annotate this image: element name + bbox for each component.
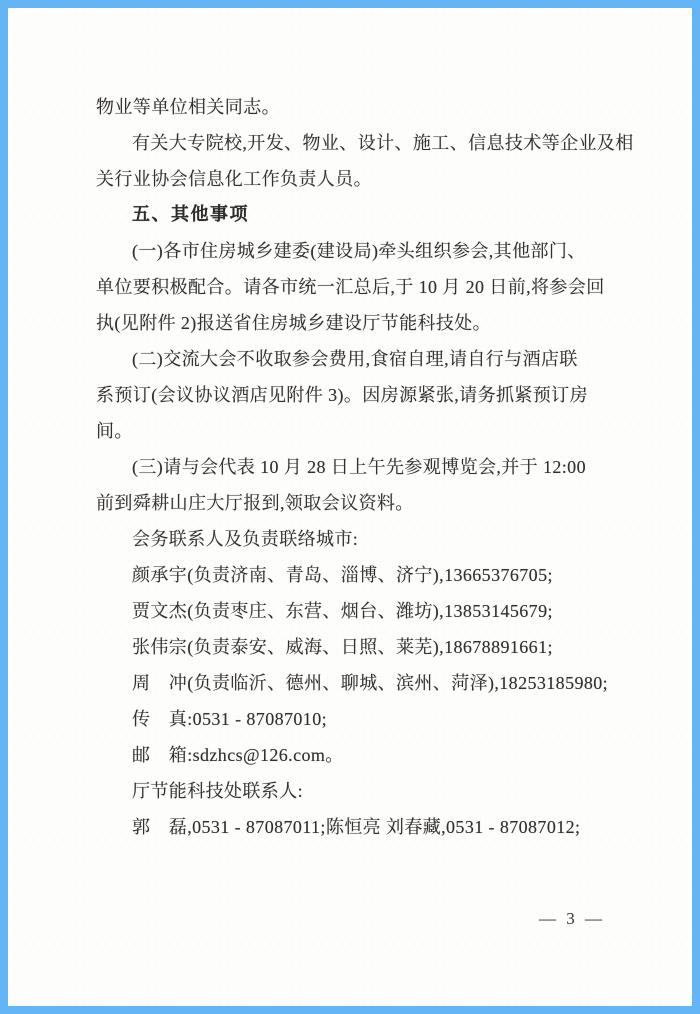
text-line: 有关大专院校,开发、物业、设计、施工、信息技术等企业及相 — [132, 133, 634, 153]
contact-line: 张伟宗(负责泰安、威海、日照、莱芜),18678891661; — [132, 637, 553, 657]
text-line: 关行业协会信息化工作负责人员。 — [96, 169, 372, 189]
contact-line: 贾文杰(负责枣庄、东营、烟台、潍坊),13853145679; — [132, 601, 553, 621]
page-number: — 3 — — [539, 909, 605, 928]
text-line: 会务联系人及负责联络城市: — [132, 529, 359, 549]
text-line: 单位要积极配合。请各市统一汇总后,于 10 月 20 日前,将参会回 — [96, 277, 605, 297]
document-text-block — [96, 89, 634, 845]
text-line: 执(见附件 2)报送省住房城乡建设厅节能科技处。 — [96, 313, 492, 333]
text-line: (一)各市住房城乡建委(建设局)牵头组织参会,其他部门、 — [132, 241, 586, 261]
scanned-document-page — [8, 8, 692, 1006]
contact-line: 周 冲(负责临沂、德州、聊城、滨州、菏泽),18253185980; — [132, 673, 609, 693]
text-line: 厅节能科技处联系人: — [132, 781, 303, 801]
text-line: (三)请与会代表 10 月 28 日上午先参观博览会,并于 12:00 — [132, 457, 586, 477]
contact-line: 颜承宇(负责济南、青岛、淄博、济宁),13665376705; — [132, 565, 553, 585]
contact-line: 郭 磊,0531 - 87087011;陈恒亮 刘春藏,0531 - 87087012; — [132, 817, 581, 837]
fax-line: 传 真:0531 - 87087010; — [132, 709, 327, 729]
text-line: 系预订(会议协议酒店见附件 3)。因房源紧张,请务抓紧预订房 — [96, 385, 588, 405]
text-line: 间。 — [96, 421, 133, 441]
section-heading: 五、其他事项 — [132, 204, 249, 225]
text-line: 物业等单位相关同志。 — [96, 97, 280, 117]
text-line: (二)交流大会不收取参会费用,食宿自理,请自行与酒店联 — [132, 349, 578, 369]
text-line: 前到舜耕山庄大厅报到,领取会议资料。 — [96, 493, 414, 513]
email-line: 邮 箱:sdzhcs@126.com。 — [132, 745, 344, 765]
